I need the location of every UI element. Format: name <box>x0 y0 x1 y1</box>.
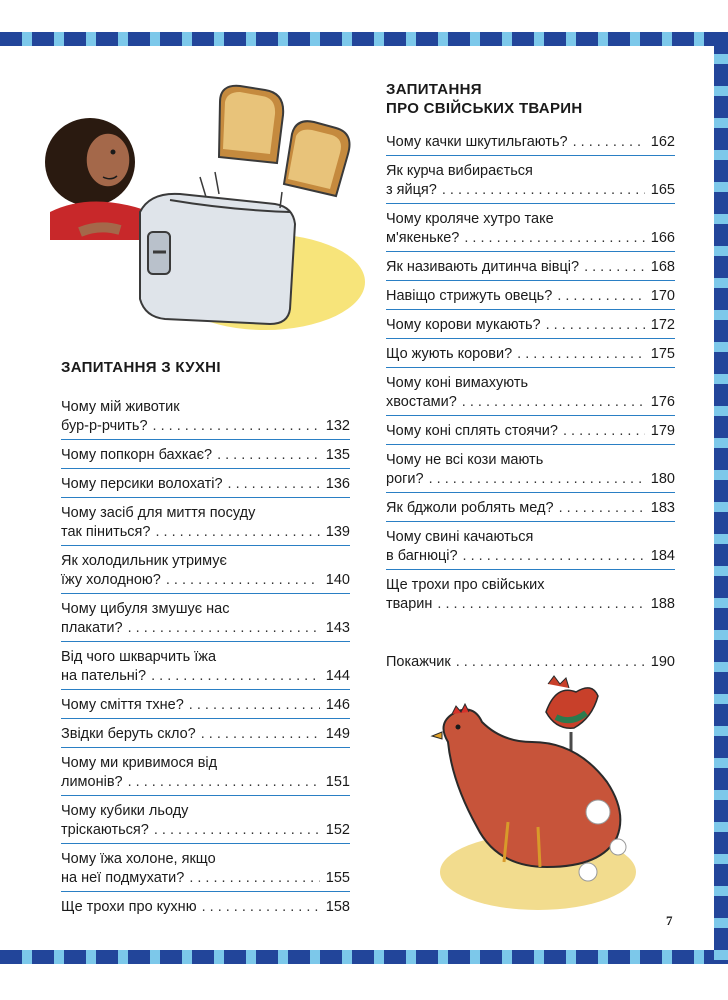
entry-question-line: Ще трохи про свійських <box>386 577 545 593</box>
entry-question-line: тріскаються? <box>61 822 149 838</box>
entry-question-line: Чому персики волохаті? <box>61 476 223 492</box>
right-border <box>714 32 728 964</box>
entry-page-number: 165 <box>650 182 675 198</box>
entry-question-line: з яйця? <box>386 182 437 198</box>
entry-page-number: 158 <box>325 899 350 915</box>
leader-dots <box>463 547 645 566</box>
kitchen-section <box>61 358 350 920</box>
entry-page-number: 155 <box>325 870 350 886</box>
index-label: Покажчик <box>386 654 451 670</box>
leader-dots <box>464 229 644 248</box>
kitchen-toc-entry[interactable] <box>61 844 350 892</box>
entry-page-number: 168 <box>650 259 675 275</box>
entry-page-number: 166 <box>650 230 675 246</box>
leader-dots <box>155 523 319 542</box>
entry-page-number: 149 <box>325 726 350 742</box>
animals-toc-entry[interactable] <box>386 493 675 522</box>
leader-dots <box>217 446 320 465</box>
leader-dots <box>563 422 645 441</box>
entry-question-line: Як холодильник утримує <box>61 553 227 569</box>
entry-question-line: Чому сміття тхне? <box>61 697 184 713</box>
entry-question-line: на пательні? <box>61 668 147 684</box>
entry-question-line: в багнюці? <box>386 548 458 564</box>
entry-question-line: Чому цибуля змушує нас <box>61 601 230 617</box>
leader-dots <box>153 417 320 436</box>
entry-question-line: бур-р-рчить? <box>61 418 148 434</box>
entry-question-line: Від чого шкварчить їжа <box>61 649 217 665</box>
entry-question-line: Чому кубики льоду <box>61 803 189 819</box>
entry-page-number: 152 <box>325 822 350 838</box>
animals-toc-entry[interactable] <box>386 281 675 310</box>
index-entry[interactable] <box>386 647 675 675</box>
entry-question-line: плакати? <box>61 620 123 636</box>
entry-question-line: тварин <box>386 596 433 612</box>
kitchen-toc-entry[interactable] <box>61 440 350 469</box>
entry-page-number: 180 <box>650 471 675 487</box>
entry-question-line: Як курча вибирається <box>386 163 533 179</box>
leader-dots <box>573 133 645 152</box>
entry-page-number: 179 <box>650 423 675 439</box>
entry-page-number: 146 <box>325 697 350 713</box>
leader-dots <box>584 258 645 277</box>
entry-question-line: Чому качки шкутильгають? <box>386 134 568 150</box>
kitchen-toc-entry[interactable] <box>61 796 350 844</box>
entry-page-number: 132 <box>325 418 350 434</box>
animals-toc-entry[interactable] <box>386 310 675 339</box>
entry-page-number: 183 <box>650 500 675 516</box>
kitchen-toc-entry[interactable] <box>61 498 350 546</box>
animals-toc-entry[interactable] <box>386 127 675 156</box>
entry-question-line: Чому коні вимахують <box>386 375 529 391</box>
entry-question-line: на неї подмухати? <box>61 870 185 886</box>
entry-page-number: 176 <box>650 394 675 410</box>
entry-page-number: 172 <box>650 317 675 333</box>
animals-toc-entry[interactable] <box>386 339 675 368</box>
animals-toc-entry[interactable] <box>386 368 675 416</box>
entry-page-number: 135 <box>325 447 350 463</box>
leader-dots <box>437 595 644 614</box>
kitchen-toc-entry[interactable] <box>61 392 350 440</box>
leader-dots <box>429 470 645 489</box>
entry-page-number: 175 <box>650 346 675 362</box>
page-number: 7 <box>666 913 673 928</box>
animals-section-title <box>386 80 675 118</box>
entry-page-number: 136 <box>325 476 350 492</box>
entry-question-line: хвостами? <box>386 394 457 410</box>
entry-page-number: 139 <box>325 524 350 540</box>
leader-dots <box>189 696 320 715</box>
leader-dots <box>166 571 320 590</box>
animals-toc-entry[interactable] <box>386 522 675 570</box>
leader-dots <box>128 773 320 792</box>
kitchen-section-title: ЗАПИТАННЯ З КУХНІ <box>61 359 221 376</box>
entry-question-line: Чому свині качаються <box>386 529 534 545</box>
kitchen-entry-list <box>61 392 350 920</box>
entry-question-line: лимонів? <box>61 774 123 790</box>
entry-question-line: Ще трохи про кухню <box>61 899 197 915</box>
animals-toc-entry[interactable] <box>386 204 675 252</box>
animals-title-line-2: ПРО СВІЙСЬКИХ ТВАРИН <box>386 100 583 117</box>
entry-page-number: 143 <box>325 620 350 636</box>
entry-question-line: так піниться? <box>61 524 151 540</box>
leader-dots <box>442 181 645 200</box>
entry-question-line: Звідки беруть скло? <box>61 726 196 742</box>
leader-dots <box>228 475 320 494</box>
entry-question-line: Навіщо стрижуть овець? <box>386 288 553 304</box>
leader-dots <box>456 653 645 672</box>
leader-dots <box>189 869 319 888</box>
entry-page-number: 151 <box>325 774 350 790</box>
entry-question-line: Як бджоли роблять мед? <box>386 500 554 516</box>
leader-dots <box>128 619 320 638</box>
entry-page-number: 170 <box>650 288 675 304</box>
entry-page-number: 184 <box>650 548 675 564</box>
leader-dots <box>151 667 320 686</box>
leader-dots <box>154 821 320 840</box>
entry-question-line: роги? <box>386 471 424 487</box>
entry-question-line: Чому попкорн бахкає? <box>61 447 213 463</box>
kitchen-toc-entry[interactable] <box>61 469 350 498</box>
entry-question-line: Чому кроляче хутро таке <box>386 211 554 227</box>
leader-dots <box>462 393 645 412</box>
hen-illustration <box>428 672 640 920</box>
entry-page-number: 144 <box>325 668 350 684</box>
index-page-number: 190 <box>650 654 675 670</box>
kitchen-toc-entry[interactable] <box>61 594 350 642</box>
entry-page-number: 162 <box>650 134 675 150</box>
entry-question-line: Як називають дитинча вівці? <box>386 259 580 275</box>
leader-dots <box>559 499 645 518</box>
kitchen-toc-entry[interactable] <box>61 546 350 594</box>
entry-question-line: Що жують корови? <box>386 346 513 362</box>
entry-question-line: їжу холодною? <box>61 572 161 588</box>
entry-page-number: 188 <box>650 596 675 612</box>
top-border <box>0 32 728 46</box>
kitchen-toc-entry[interactable] <box>61 719 350 748</box>
kitchen-toc-entry[interactable] <box>61 892 350 920</box>
entry-question-line: м'якеньке? <box>386 230 460 246</box>
kitchen-toc-entry[interactable] <box>61 748 350 796</box>
entry-question-line: Чому засіб для миття посуду <box>61 505 256 521</box>
leader-dots <box>201 725 320 744</box>
entry-page-number: 140 <box>325 572 350 588</box>
entry-question-line: Чому їжа холоне, якщо <box>61 851 216 867</box>
kitchen-toc-entry[interactable] <box>61 690 350 719</box>
animals-toc-entry[interactable] <box>386 156 675 204</box>
entry-question-line: Чому ми кривимося від <box>61 755 218 771</box>
leader-dots <box>202 898 320 917</box>
animals-entry-list <box>386 127 675 617</box>
entry-question-line: Чому коні сплять стоячи? <box>386 423 558 439</box>
animals-toc-entry[interactable] <box>386 445 675 493</box>
entry-question-line: Чому не всі кози мають <box>386 452 544 468</box>
leader-dots <box>557 287 644 306</box>
toaster-illustration <box>20 82 365 332</box>
kitchen-toc-entry[interactable] <box>61 642 350 690</box>
bottom-border <box>0 950 728 964</box>
entry-question-line: Чому корови мукають? <box>386 317 541 333</box>
leader-dots <box>517 345 645 364</box>
leader-dots <box>546 316 645 335</box>
animals-toc-entry[interactable] <box>386 252 675 281</box>
animals-section <box>386 80 675 675</box>
animals-toc-entry[interactable] <box>386 570 675 617</box>
animals-title-line-1: ЗАПИТАННЯ <box>386 81 482 98</box>
animals-toc-entry[interactable] <box>386 416 675 445</box>
entry-question-line: Чому мій животик <box>61 399 180 415</box>
